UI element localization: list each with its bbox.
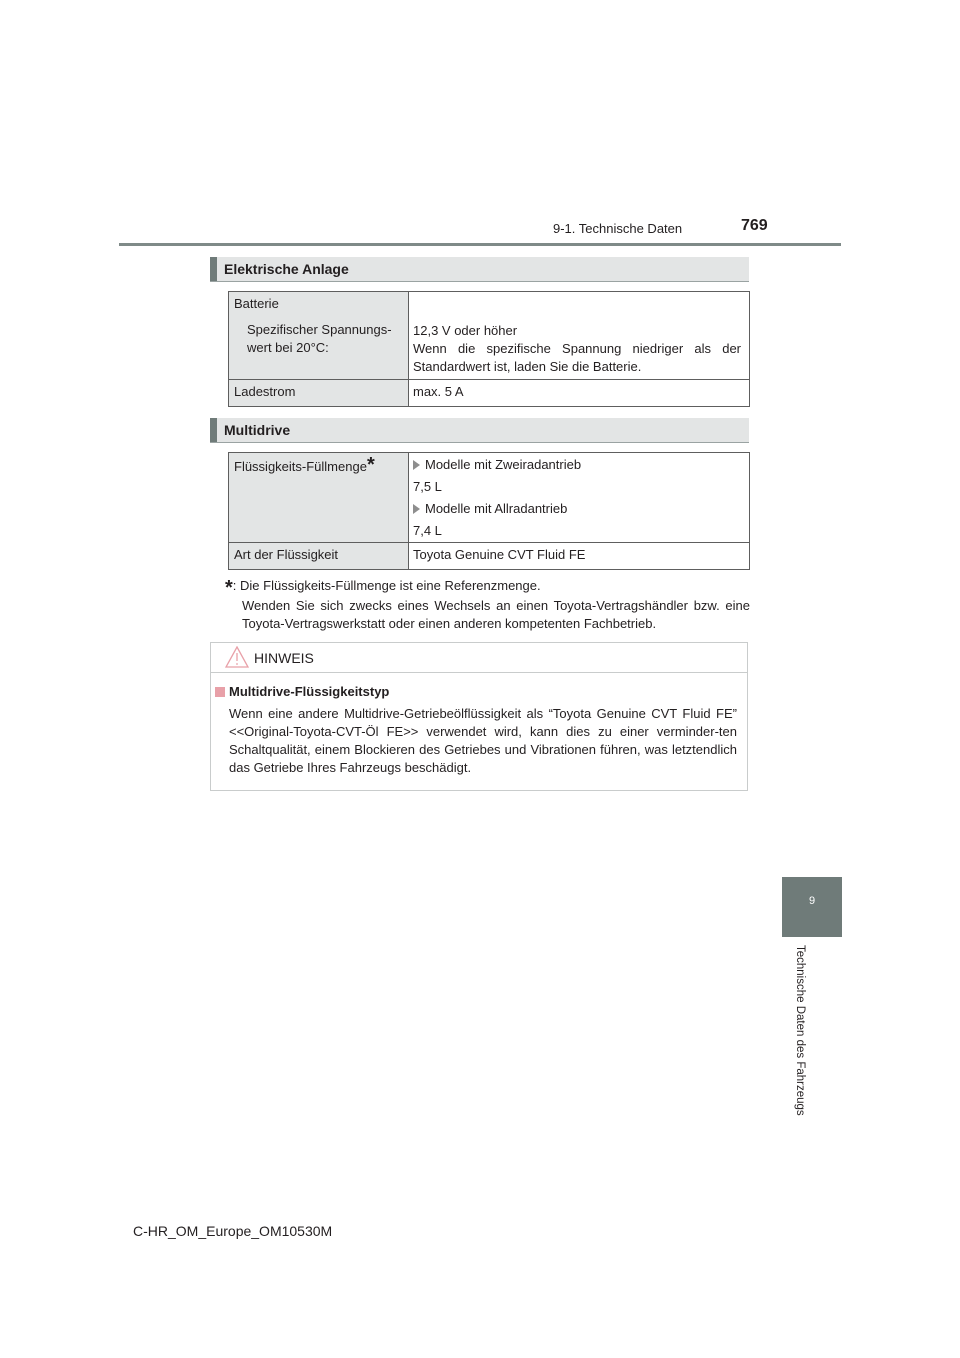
document-code: C-HR_OM_Europe_OM10530M bbox=[133, 1223, 333, 1239]
capacity-label: Flüssigkeits-Füllmenge bbox=[234, 459, 367, 474]
model-name: Modelle mit Allradantrieb bbox=[425, 501, 568, 516]
warning-icon bbox=[225, 646, 249, 668]
voltage-note: Wenn die spezifische Spannung niedriger als der Standardwert ist, laden Sie die Batterie. bbox=[413, 341, 741, 374]
voltage-value-cell bbox=[409, 292, 750, 380]
triangle-right-icon bbox=[413, 460, 420, 470]
triangle-right-icon bbox=[413, 504, 420, 514]
notice-text: Wenn eine andere Multidrive-Getriebeölflüssigkeit als “Toyota Genuine CVT Fluid FE” <<Original-Toyota-CVT-Öl FE>> verwendet wird, kann dies zu einer verminder-ten Schaltqualität, einem Blockieren des Getriebes und Vibrationen führen, was letztendlich das Getriebe Ihres Fahrzeugs beschädigt. bbox=[229, 706, 737, 775]
section-title: 9-1. Technische Daten bbox=[553, 221, 683, 236]
table-row bbox=[229, 380, 750, 407]
capacity-label-cell bbox=[229, 453, 409, 543]
battery-label: Batterie bbox=[234, 296, 279, 311]
notice-heading: Multidrive-Flüssigkeitstyp bbox=[229, 684, 390, 699]
charge-label: Ladestrom bbox=[234, 384, 296, 399]
footnote-marker: * bbox=[225, 577, 233, 599]
header-rule bbox=[119, 243, 841, 246]
model-name: Modelle mit Zweiradantrieb bbox=[425, 457, 582, 472]
battery-label-cell bbox=[229, 292, 409, 380]
footnote-line2: Wenden Sie sich zwecks eines Wechsels an einen Toyota-Vertragshändler bzw. eine Toyota-Vertragswerkstatt oder einen anderen kompetenten Fachbetrieb. bbox=[242, 598, 750, 631]
table-row bbox=[229, 292, 750, 380]
electrical-heading-rule bbox=[210, 281, 749, 282]
notice-title: HINWEIS bbox=[254, 650, 314, 666]
capacity-marker: * bbox=[366, 454, 375, 476]
multidrive-section-heading: Multidrive bbox=[210, 418, 749, 442]
model-value: 7,5 L bbox=[413, 479, 442, 494]
list-item bbox=[413, 456, 745, 474]
charge-label-cell bbox=[229, 380, 409, 407]
electrical-section-heading: Elektrische Anlage bbox=[210, 257, 749, 281]
footnote bbox=[225, 577, 750, 633]
fluid-label: Art der Flüssigkeit bbox=[234, 547, 339, 562]
chapter-label: Technische Daten des Fahrzeugs bbox=[794, 945, 806, 1116]
voltage-value: 12,3 V oder höher bbox=[413, 323, 518, 338]
model-value: 7,4 L bbox=[413, 523, 442, 538]
voltage-label: Spezifischer Spannungs-wert bei 20°C: bbox=[247, 322, 392, 355]
page-number: 769 bbox=[741, 217, 768, 234]
capacity-value-cell bbox=[409, 453, 750, 543]
notice-box bbox=[210, 642, 748, 791]
electrical-table bbox=[228, 291, 750, 407]
chapter-tab[interactable] bbox=[782, 877, 842, 937]
square-bullet-icon bbox=[215, 687, 225, 697]
table-row bbox=[229, 543, 750, 570]
multidrive-heading-rule bbox=[210, 442, 749, 443]
table-row bbox=[229, 453, 750, 543]
fluid-value-cell bbox=[409, 543, 750, 570]
multidrive-table bbox=[228, 452, 750, 570]
fluid-value: Toyota Genuine CVT Fluid FE bbox=[413, 547, 586, 562]
notice-header bbox=[211, 643, 747, 673]
list-item bbox=[413, 500, 745, 518]
chapter-number: 9 bbox=[808, 895, 816, 907]
footnote-line1: : Die Flüssigkeits-Füllmenge ist eine Referenzmenge. bbox=[232, 578, 541, 593]
fluid-label-cell bbox=[229, 543, 409, 570]
charge-value-cell bbox=[409, 380, 750, 407]
charge-value: max. 5 A bbox=[413, 384, 464, 399]
